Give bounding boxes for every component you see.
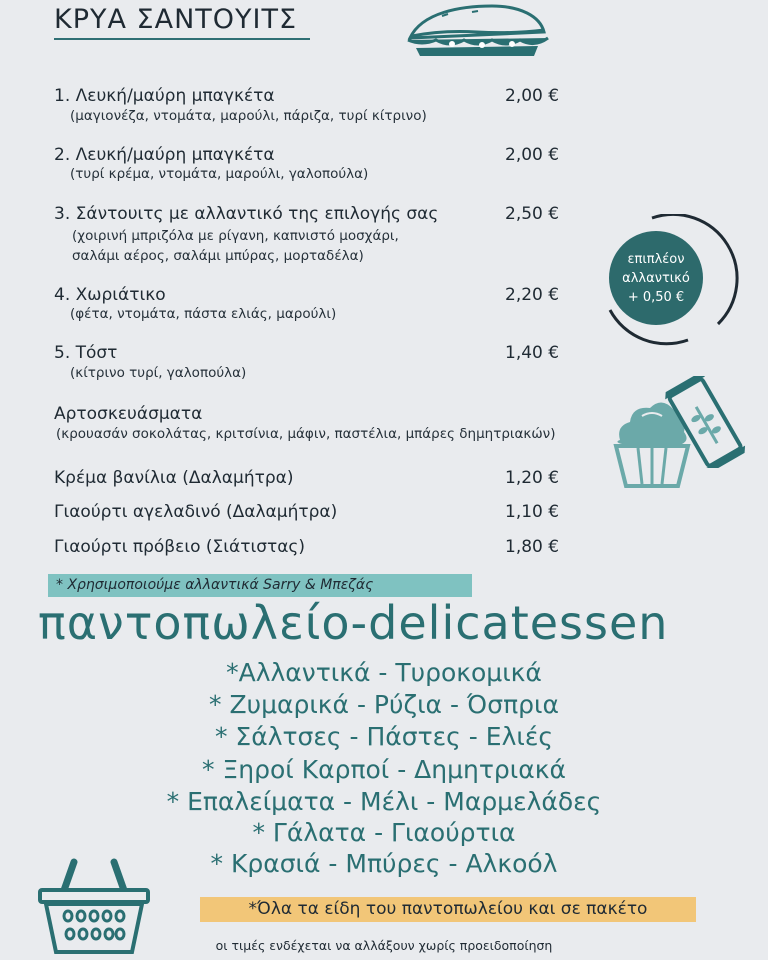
category-6: * Γάλατα - Γιαούρτια	[252, 818, 516, 847]
menu-item-3-name: 3. Σάντουιτς με αλλαντικό της επιλογής σας	[54, 204, 439, 224]
menu-item-1-price: 2,00 €	[505, 86, 560, 106]
category-7: * Κρασιά - Μπύρες - Αλκοόλ	[210, 849, 558, 878]
badge-line-1: επιπλέον	[627, 251, 685, 267]
menu-item-3-desc-1: (χοιρινή μπριζόλα με ρίγανη, καπνιστό μοσχάρι,	[72, 228, 399, 244]
menu-item-4-name: 4. Χωριάτικο	[54, 285, 166, 305]
extra-2-price: 1,10 €	[505, 502, 560, 522]
menu-item-4-price: 2,20 €	[505, 285, 560, 305]
cereal-bar-icon	[664, 376, 748, 468]
category-5: * Επαλείματα - Μέλι - Μαρμελάδες	[166, 787, 602, 816]
extra-1-price: 1,20 €	[505, 468, 560, 488]
category-3: * Σάλτσες - Πάστες - Ελιές	[214, 722, 554, 751]
bakery-desc: (κρουασάν σοκολάτας, κριτσίνια, μάφιν, παστέλια, μπάρες δημητριακών)	[56, 426, 556, 442]
sandwich-icon	[402, 2, 552, 60]
bakery-name: Αρτοσκευάσματα	[54, 404, 203, 424]
extra-3-name: Γιαούρτι πρόβειο (Σιάτιστας)	[54, 537, 306, 557]
category-4: * Ξηροί Καρποί - Δημητριακά	[202, 755, 566, 784]
menu-item-2-desc: (τυρί κρέμα, ντομάτα, μαρούλι, γαλοπούλα)	[70, 166, 369, 182]
menu-item-5-price: 1,40 €	[505, 343, 560, 363]
title-underline	[54, 38, 310, 40]
extra-1-name: Κρέμα βανίλια (Δαλαμήτρα)	[54, 468, 294, 488]
badge-line-2: αλλαντικό	[622, 270, 690, 286]
extra-cold-cut-badge	[609, 231, 703, 325]
category-1: *Αλλαντικά - Τυροκομικά	[226, 658, 542, 687]
package-note: *Όλα τα είδη του παντοπωλείου και σε πακέτο	[200, 897, 696, 922]
menu-item-1-name: 1. Λευκή/μαύρη μπαγκέτα	[54, 86, 275, 106]
delicatessen-title: παντοπωλείο-delicatessen	[38, 596, 669, 650]
category-2: * Ζυμαρικά - Ρύζια - Όσπρια	[209, 690, 559, 719]
menu-item-5-name: 5. Τόστ	[54, 343, 118, 363]
menu-item-2-price: 2,00 €	[505, 145, 560, 165]
page-title: ΚΡΥΑ ΣΑΝΤΟΥΙΤΣ	[54, 4, 298, 35]
menu-item-4-desc: (φέτα, ντομάτα, πάστα ελιάς, μαρούλι)	[70, 306, 337, 322]
extra-2-name: Γιαούρτι αγελαδινό (Δαλαμήτρα)	[54, 502, 338, 522]
cold-cuts-note: * Χρησιμοποιούμε αλλαντικά Sarry & Μπεζάς	[48, 574, 472, 597]
menu-item-5-desc: (κίτρινο τυρί, γαλοπούλα)	[70, 365, 247, 381]
menu-item-3-price: 2,50 €	[505, 204, 560, 224]
menu-item-3-desc-2: σαλάμι αέρος, σαλάμι μπύρας, μορταδέλα)	[72, 248, 364, 264]
badge-line-3: + 0,50 €	[627, 289, 685, 305]
extra-3-price: 1,80 €	[505, 537, 560, 557]
menu-item-1-desc: (μαγιονέζα, ντομάτα, μαρούλι, πάριζα, τυρί κίτρινο)	[70, 108, 427, 124]
price-disclaimer: οι τιμές ενδέχεται να αλλάξουν χωρίς προειδοποίηση	[215, 938, 553, 953]
menu-item-2-name: 2. Λευκή/μαύρη μπαγκέτα	[54, 145, 275, 165]
